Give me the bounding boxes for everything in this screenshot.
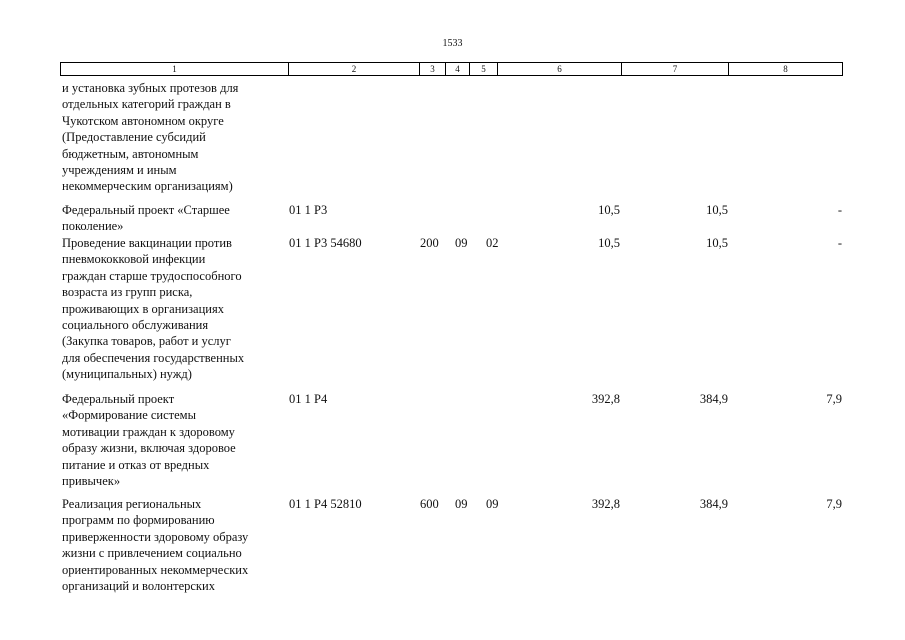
page-number: 1533 (442, 38, 463, 49)
table-row-value-7: 10,5 (706, 203, 728, 217)
column-header-7: 7 (622, 63, 729, 75)
table-row-value-8: - (837, 236, 842, 250)
table-row-name: и установка зубных протезов для отдельных категорий граждан в Чукотском автономном округе (Предоставление субсидий бюджетным, автономным учреждениям и иным некоммерческим организациям) (62, 81, 239, 194)
table-row-name: Федеральный проект «Формирование системы мотивации граждан к здоровому образу жизни, включая здоровое питание и отказ от вредных привычек» (62, 392, 236, 489)
table-row-code: 01 1 P4 (289, 392, 328, 406)
table-row-rz: 09 (455, 497, 468, 511)
column-header-3: 3 (420, 63, 446, 75)
table-row-value-6: 392,8 (591, 497, 620, 511)
table-row-name: Реализация региональных программ по формированию приверженности здоровому образу жизни с привлечением социально ориентированных некоммерческих организаций и волонтерских (62, 497, 249, 594)
table-row-value-8: 7,9 (826, 392, 842, 406)
table-row-vr: 200 (420, 236, 439, 250)
table-row-code: 01 1 P4 52810 (289, 497, 362, 511)
table-row-value-7: 384,9 (699, 497, 728, 511)
table-row-code: 01 1 P3 (289, 203, 328, 217)
table-row-value-6: 10,5 (598, 236, 620, 250)
table-row-value-7: 384,9 (699, 392, 728, 406)
table-row-value-6: 10,5 (598, 203, 620, 217)
table-row-value-7: 10,5 (706, 236, 728, 250)
table-row-name: Федеральный проект «Старшее поколение» (62, 203, 230, 234)
table-row-value-6: 392,8 (591, 392, 620, 406)
table-row-rz: 09 (455, 236, 468, 250)
column-header-5: 5 (470, 63, 498, 75)
table-row-pr: 09 (486, 497, 499, 511)
column-header-8: 8 (783, 64, 788, 74)
table-row-value-8: - (837, 203, 842, 217)
table-row-code: 01 1 P3 54680 (289, 236, 362, 250)
table-header-row (60, 62, 843, 76)
table-row-pr: 02 (486, 236, 499, 250)
table-row-vr: 600 (420, 497, 439, 511)
table-row-name: Проведение вакцинации против пневмококковой инфекции граждан старше трудоспособного возраста из групп риска, проживающих в организациях социального обслуживания (Закупка товаров, работ и услуг для обеспечения государственных (муниципальных) нужд) (62, 236, 245, 382)
column-header-6: 6 (498, 63, 622, 75)
table-row-value-8: 7,9 (826, 497, 842, 511)
column-header-1: 1 (61, 63, 289, 75)
column-header-4: 4 (446, 63, 470, 75)
column-header-2: 2 (289, 63, 420, 75)
